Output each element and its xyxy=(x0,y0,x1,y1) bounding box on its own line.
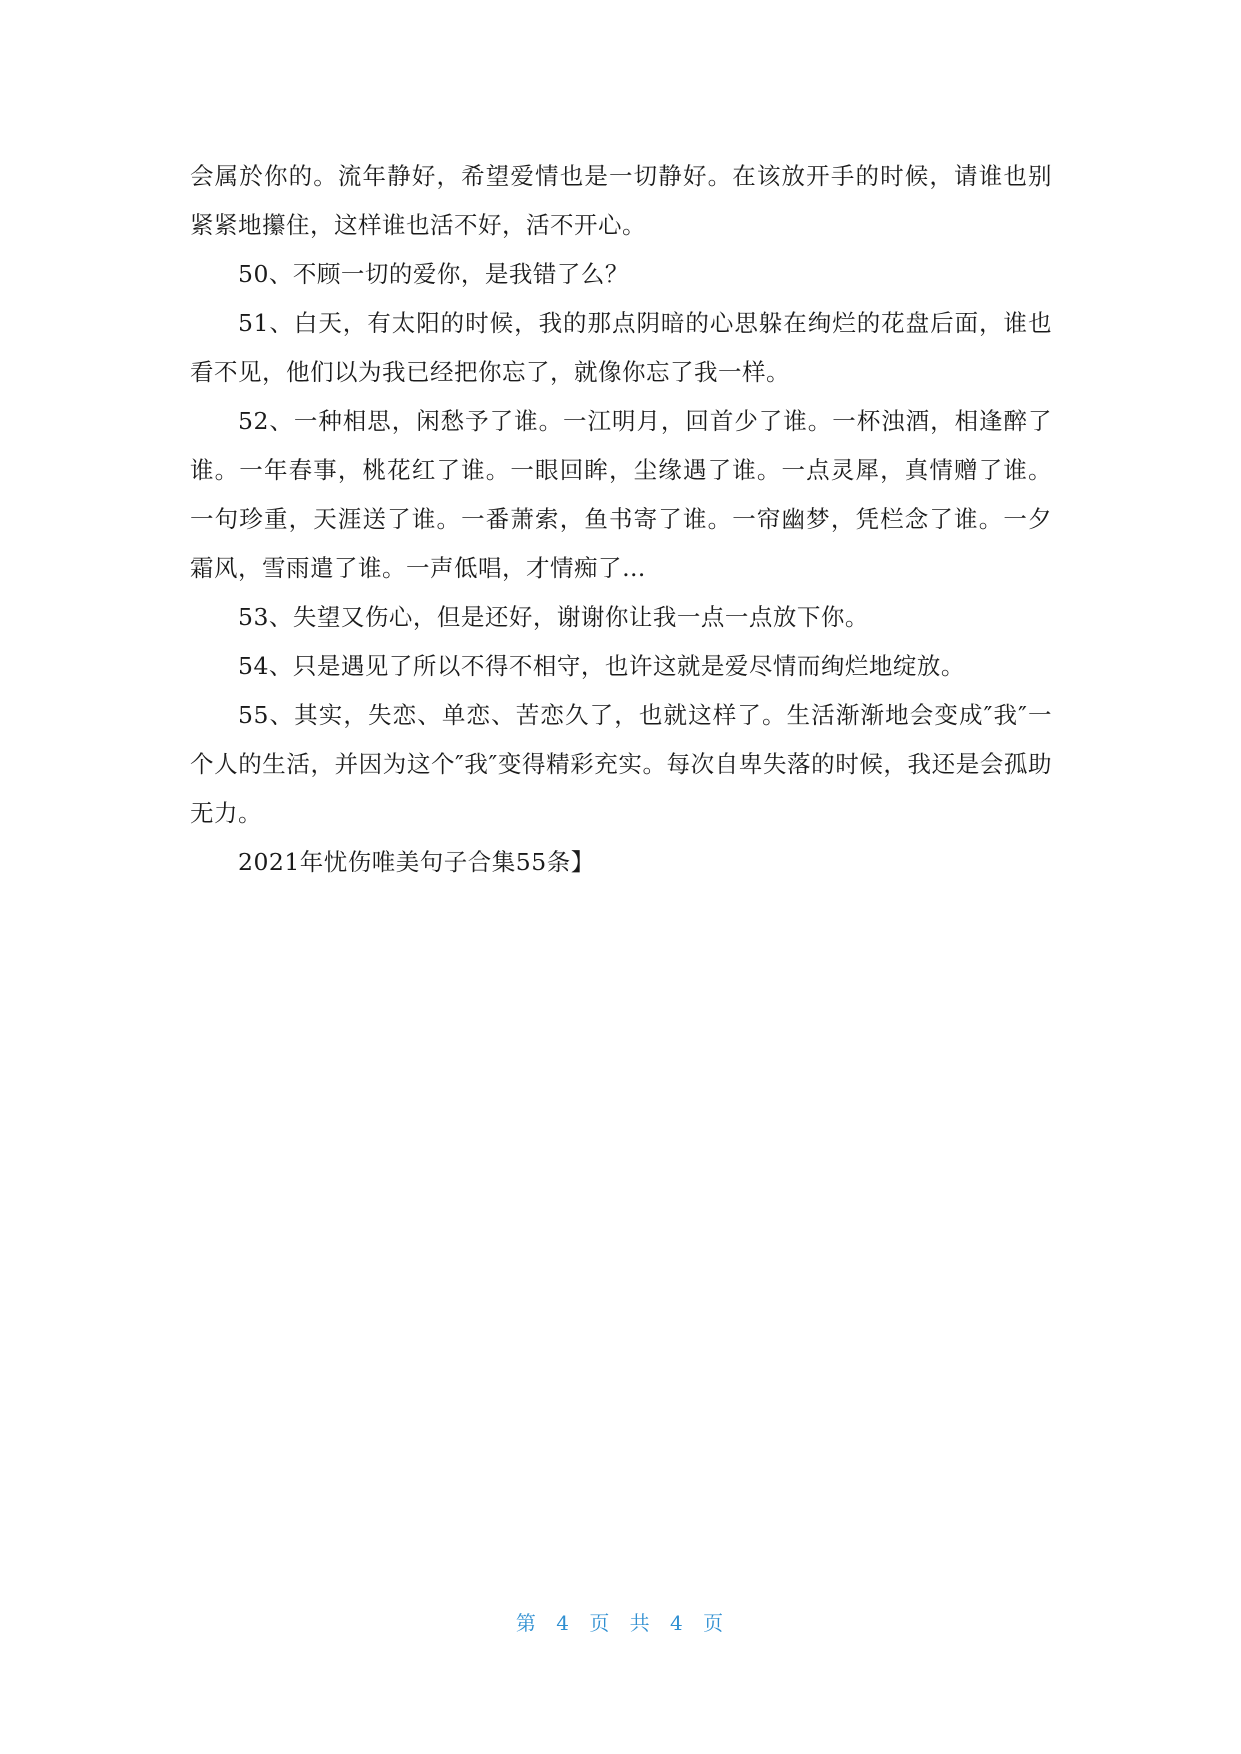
page-number-footer: 第 4 页 共 4 页 xyxy=(515,1611,726,1635)
paragraph-continuation: 会属於你的。流年静好，希望爱情也是一切静好。在该放开手的时候，请谁也别紧紧地攥住，这样谁也活不好，活不开心。 xyxy=(190,162,1052,239)
paragraph-item-51: 51、白天，有太阳的时候，我的那点阴暗的心思躲在绚烂的花盘后面，谁也看不见，他们以为我已经把你忘了，就像你忘了我一样。 xyxy=(190,309,1052,386)
paragraph-item-55: 55、其实，失恋、单恋、苦恋久了，也就这样了。生活渐渐地会变成″我″一个人的生活，并因为这个″我″变得精彩充实。每次自卑失落的时候，我还是会孤助无力。 xyxy=(190,701,1052,827)
paragraph-closing-title: 2021年忧伤唯美句子合集55条】 xyxy=(238,848,595,876)
document-body xyxy=(190,152,1052,887)
paragraph-item-54: 54、只是遇见了所以不得不相守，也许这就是爱尽情而绚烂地绽放。 xyxy=(238,652,965,680)
paragraph-item-53: 53、失望又伤心，但是还好，谢谢你让我一点一点放下你。 xyxy=(238,603,869,631)
paragraph-item-50: 50、不顾一切的爱你，是我错了么？ xyxy=(238,260,629,288)
paragraph-item-52: 52、一种相思，闲愁予了谁。一江明月，回首少了谁。一杯浊酒，相逢醉了谁。一年春事，桃花红了谁。一眼回眸，尘缘遇了谁。一点灵犀，真情赠了谁。一句珍重，天涯送了谁。一番萧索，鱼书寄了谁。一帘幽梦，凭栏念了谁。一夕霜风，雪雨遣了谁。一声低唱，才情痴了… xyxy=(190,407,1052,582)
